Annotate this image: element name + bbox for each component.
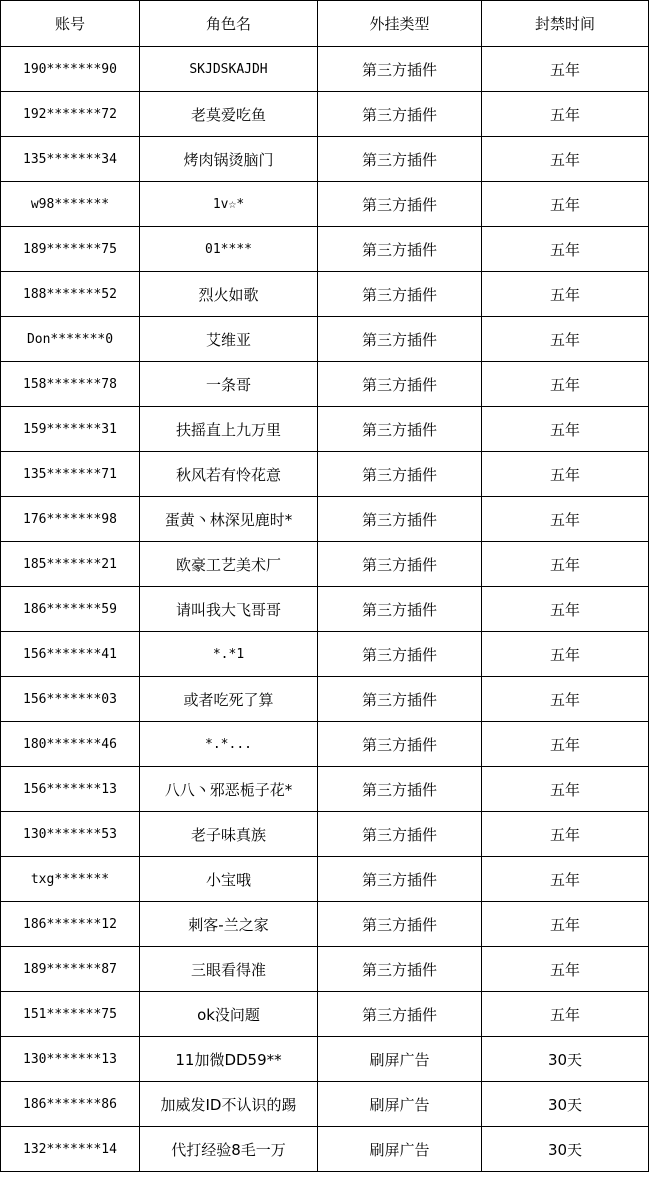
role-name-cell: 刺客-兰之家 [140,902,318,947]
table-row [1,542,649,587]
cheat-type-cell: 第三方插件 [318,47,482,92]
table-row [1,317,649,362]
ban-duration-cell: 五年 [482,767,649,812]
cheat-type-cell: 刷屏广告 [318,1037,482,1082]
role-name-cell: 扶摇直上九万里 [140,407,318,452]
cheat-type-cell: 刷屏广告 [318,1082,482,1127]
ban-duration-cell: 30天 [482,1082,649,1127]
role-name-cell: 加威发ID不认识的踢 [140,1082,318,1127]
cheat-type-cell: 第三方插件 [318,407,482,452]
table-row [1,1037,649,1082]
ban-duration-cell: 五年 [482,722,649,767]
ban-duration-cell: 五年 [482,632,649,677]
cheat-type-cell: 第三方插件 [318,677,482,722]
ban-duration-cell: 五年 [482,407,649,452]
table-row [1,407,649,452]
table-row [1,812,649,857]
role-name-cell: 1v☆* [140,182,318,227]
account-cell: 156*******13 [1,767,140,812]
account-cell: 156*******03 [1,677,140,722]
header-ban-duration: 封禁时间 [482,1,649,47]
role-name-cell: 代打经验8毛一万 [140,1127,318,1172]
role-name-cell: 三眼看得准 [140,947,318,992]
role-name-cell: 请叫我大飞哥哥 [140,587,318,632]
ban-duration-cell: 五年 [482,227,649,272]
table-row [1,632,649,677]
role-name-cell: SKJDSKAJDH [140,47,318,92]
account-cell: Don*******0 [1,317,140,362]
cheat-type-cell: 第三方插件 [318,902,482,947]
account-cell: 130*******13 [1,1037,140,1082]
ban-duration-cell: 五年 [482,857,649,902]
ban-duration-cell: 五年 [482,902,649,947]
ban-duration-cell: 五年 [482,137,649,182]
table-row [1,272,649,317]
cheat-type-cell: 第三方插件 [318,992,482,1037]
table-row [1,182,649,227]
ban-duration-cell: 五年 [482,542,649,587]
ban-duration-cell: 五年 [482,47,649,92]
role-name-cell: 欧豪工艺美术厂 [140,542,318,587]
account-cell: w98******* [1,182,140,227]
cheat-type-cell: 第三方插件 [318,857,482,902]
header-row [1,1,649,47]
account-cell: 151*******75 [1,992,140,1037]
account-cell: 176*******98 [1,497,140,542]
account-cell: 188*******52 [1,272,140,317]
account-cell: 186*******12 [1,902,140,947]
table-row [1,1082,649,1127]
ban-duration-cell: 五年 [482,497,649,542]
ban-duration-cell: 30天 [482,1127,649,1172]
header-cheat-type: 外挂类型 [318,1,482,47]
table-row [1,947,649,992]
account-cell: 186*******59 [1,587,140,632]
cheat-type-cell: 第三方插件 [318,497,482,542]
account-cell: 156*******41 [1,632,140,677]
cheat-type-cell: 第三方插件 [318,227,482,272]
account-cell: 186*******86 [1,1082,140,1127]
account-cell: 189*******87 [1,947,140,992]
role-name-cell: 艾维亚 [140,317,318,362]
account-cell: 135*******34 [1,137,140,182]
header-role-name: 角色名 [140,1,318,47]
cheat-type-cell: 第三方插件 [318,542,482,587]
table-row [1,857,649,902]
role-name-cell: 八八丶邪恶栀子花* [140,767,318,812]
ban-duration-cell: 五年 [482,317,649,362]
ban-duration-cell: 五年 [482,362,649,407]
role-name-cell: *.*... [140,722,318,767]
ban-duration-cell: 五年 [482,272,649,317]
role-name-cell: 或者吃死了算 [140,677,318,722]
cheat-type-cell: 第三方插件 [318,812,482,857]
cheat-type-cell: 第三方插件 [318,92,482,137]
account-cell: 130*******53 [1,812,140,857]
cheat-type-cell: 第三方插件 [318,137,482,182]
role-name-cell: 小宝哦 [140,857,318,902]
table-header [1,1,649,47]
cheat-type-cell: 第三方插件 [318,767,482,812]
role-name-cell: ok没问题 [140,992,318,1037]
cheat-type-cell: 第三方插件 [318,362,482,407]
cheat-type-cell: 刷屏广告 [318,1127,482,1172]
table-row [1,677,649,722]
account-cell: 185*******21 [1,542,140,587]
header-account: 账号 [1,1,140,47]
account-cell: 180*******46 [1,722,140,767]
ban-duration-cell: 五年 [482,452,649,497]
cheat-type-cell: 第三方插件 [318,272,482,317]
table-row [1,587,649,632]
ban-duration-cell: 五年 [482,182,649,227]
account-cell: 190*******90 [1,47,140,92]
cheat-type-cell: 第三方插件 [318,452,482,497]
table-row [1,362,649,407]
cheat-type-cell: 第三方插件 [318,632,482,677]
account-cell: 158*******78 [1,362,140,407]
cheat-type-cell: 第三方插件 [318,722,482,767]
cheat-type-cell: 第三方插件 [318,317,482,362]
role-name-cell: 老莫爱吃鱼 [140,92,318,137]
table-body [1,47,649,1172]
table-row [1,767,649,812]
table-row [1,992,649,1037]
ban-duration-cell: 五年 [482,992,649,1037]
role-name-cell: 秋风若有怜花意 [140,452,318,497]
cheat-type-cell: 第三方插件 [318,587,482,632]
account-cell: txg******* [1,857,140,902]
role-name-cell: 一条哥 [140,362,318,407]
role-name-cell: 01**** [140,227,318,272]
account-cell: 192*******72 [1,92,140,137]
account-cell: 159*******31 [1,407,140,452]
ban-duration-cell: 五年 [482,92,649,137]
ban-duration-cell: 五年 [482,677,649,722]
table-row [1,452,649,497]
table-row [1,722,649,767]
table-row [1,227,649,272]
ban-duration-cell: 五年 [482,947,649,992]
cheat-type-cell: 第三方插件 [318,947,482,992]
ban-duration-cell: 五年 [482,812,649,857]
table-row [1,1127,649,1172]
table-row [1,47,649,92]
role-name-cell: 烤肉锅烫脑门 [140,137,318,182]
table-row [1,902,649,947]
account-cell: 189*******75 [1,227,140,272]
table-row [1,497,649,542]
role-name-cell: 11加微DD59** [140,1037,318,1082]
cheat-type-cell: 第三方插件 [318,182,482,227]
ban-duration-cell: 五年 [482,587,649,632]
table-row [1,137,649,182]
role-name-cell: 烈火如歌 [140,272,318,317]
role-name-cell: 老子味真族 [140,812,318,857]
role-name-cell: 蛋黄丶林深见鹿时* [140,497,318,542]
role-name-cell: *.*1 [140,632,318,677]
account-cell: 132*******14 [1,1127,140,1172]
account-cell: 135*******71 [1,452,140,497]
table-row [1,92,649,137]
ban-duration-cell: 30天 [482,1037,649,1082]
